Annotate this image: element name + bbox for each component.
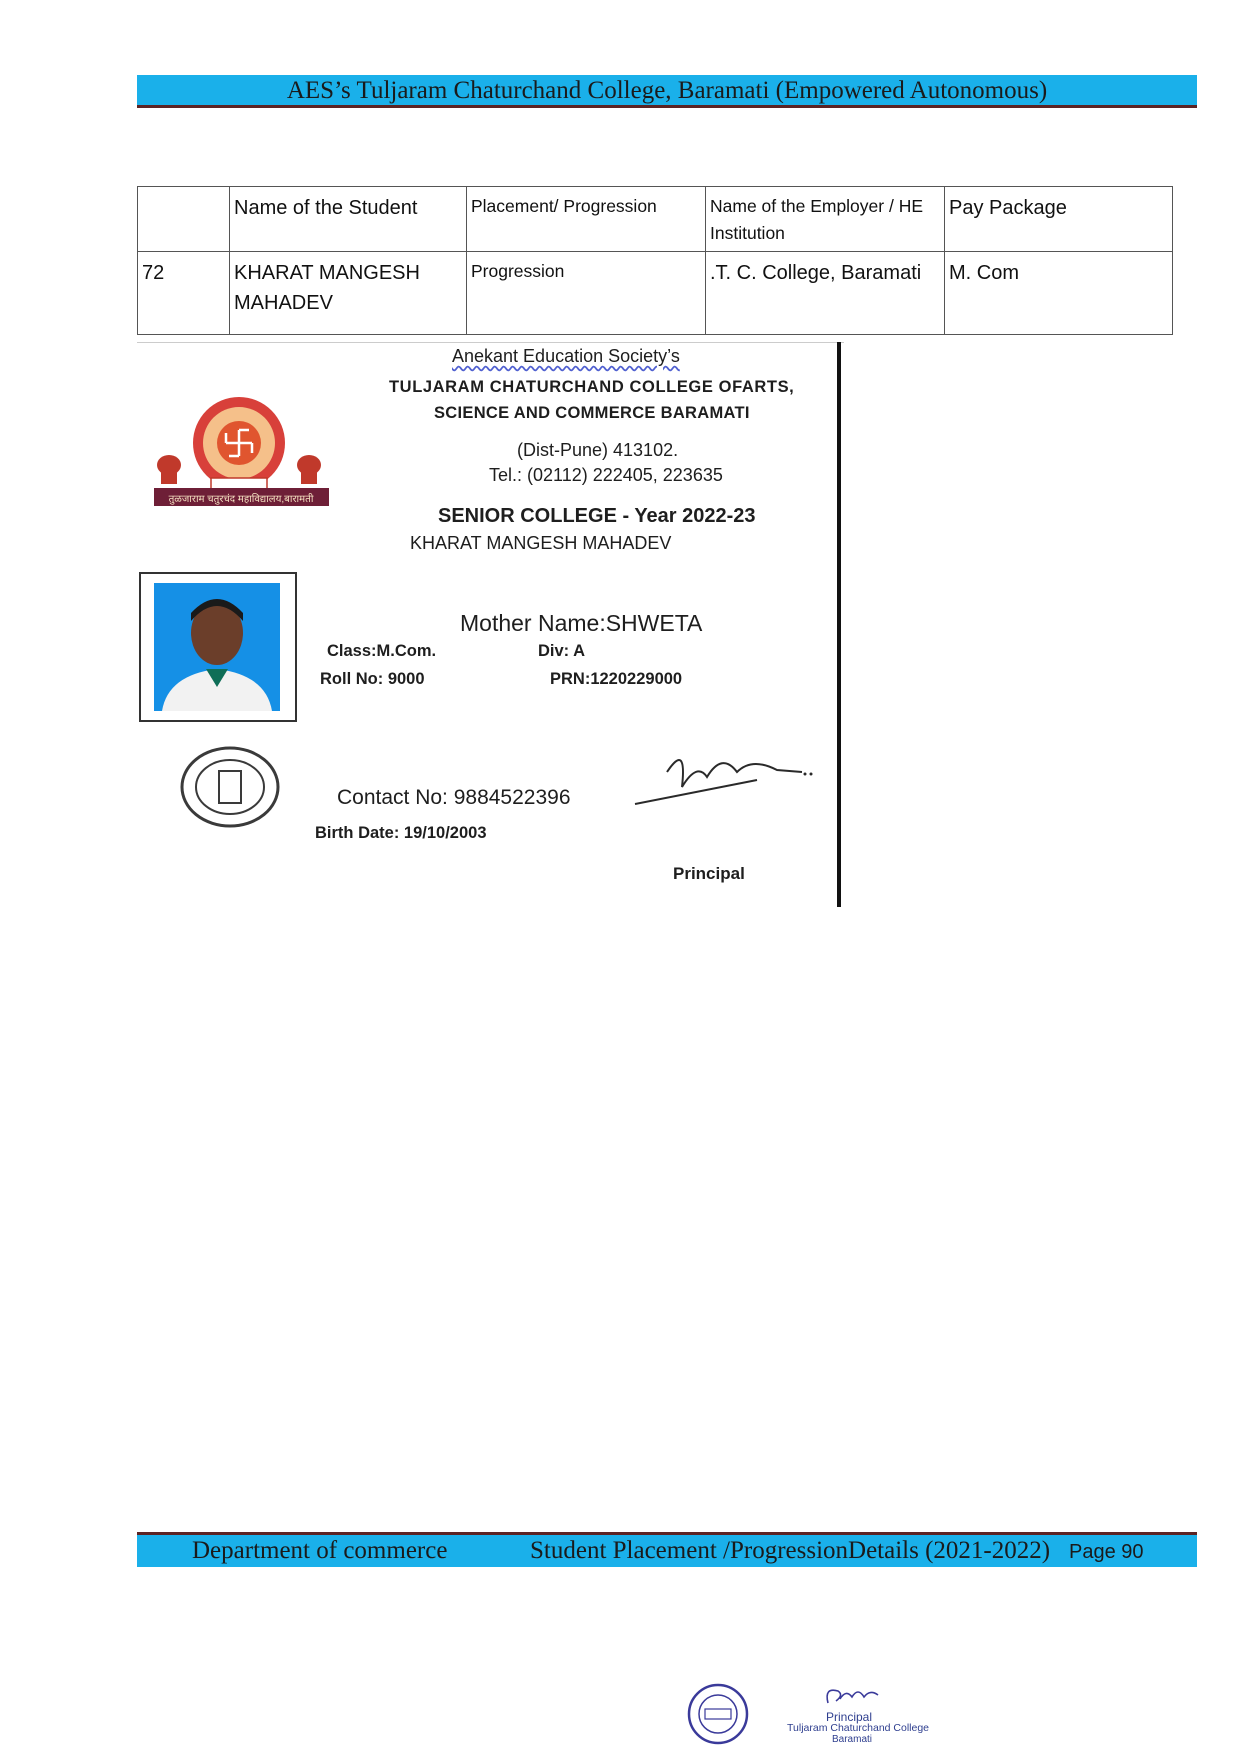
person-silhouette-icon [154,583,280,711]
college-seal-icon [179,745,281,829]
bottom-principal-label: Principal [826,1710,873,1724]
footer-details: Student Placement /ProgressionDetails (2021-2022) [530,1537,1051,1564]
birth-date: Birth Date: 19/10/2003 [315,824,487,842]
card-top-border [137,342,844,343]
col-header-student: Name of the Student [230,187,467,252]
college-address: (Dist-Pune) 413102. [517,440,679,460]
principal-label: Principal [673,864,745,883]
card-right-border [837,342,841,907]
footer-page-number: Page 90 [1069,1541,1144,1563]
bottom-place: Baramati [832,1734,873,1745]
table-header-row [138,187,1173,252]
logo-caption: तुळजाराम चतुरचंद महाविद्यालय,बारामती [168,494,314,505]
principal-signature [627,732,847,812]
col-header-package: Pay Package [945,187,1173,252]
bottom-college-name: Tuljaram Chaturchand College [787,1722,930,1734]
college-name-line2: SCIENCE AND COMMERCE BARAMATI [434,404,750,422]
page-footer [137,1532,1197,1567]
prn-number: PRN:1220229000 [550,670,683,688]
college-name-line1: TULJARAM CHATURCHAND COLLEGE OFARTS, [389,378,795,396]
student-photo [154,583,280,711]
student-class: Class:M.Com. [327,642,437,660]
college-telephone: Tel.: (02112) 222405, 223635 [489,465,723,485]
senior-college-year: SENIOR COLLEGE - Year 2022-23 [438,505,756,527]
cell-serial-no: 72 [138,252,230,335]
footer-department: Department of commerce [192,1537,448,1564]
col-header-no [138,187,230,252]
student-division: Div: A [538,642,586,660]
col-header-placement: Placement/ Progression [467,187,706,252]
page-header [137,75,1197,108]
student-photo-frame [139,572,297,722]
contact-number: Contact No: 9884522396 [337,786,571,809]
card-student-name: KHARAT MANGESH MAHADEV [410,533,672,553]
cell-student-name: KHARAT MANGESH MAHADEV [230,252,467,335]
mother-name: Mother Name:SHWETA [460,610,703,636]
society-name: Anekant Education Society’s [452,346,680,366]
student-id-card [137,340,842,907]
roll-number: Roll No: 9000 [320,670,425,688]
placement-table [137,186,1173,335]
header-title: AES’s Tuljaram Chaturchand College, Baramati (Empowered Autonomous) [286,77,1048,104]
cell-pay-package: M. Com [945,252,1173,335]
table-row [138,252,1173,335]
col-header-employer: Name of the Employer / HE Institution [706,187,945,252]
bottom-signature [822,1683,886,1711]
bottom-seal-icon [685,1683,751,1745]
cell-placement: Progression [467,252,706,335]
cell-employer: .T. C. College, Baramati [706,252,945,335]
